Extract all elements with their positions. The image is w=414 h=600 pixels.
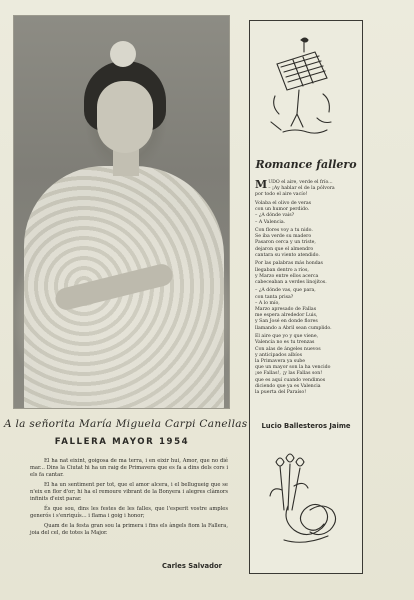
poem-line: cantara su viento atendido.: [255, 252, 320, 258]
poem-line: que un mayor son la ha vencido: [255, 365, 331, 371]
photo-dedication: A la señorita María Miguela Carpi Canellas: [4, 418, 248, 430]
poem-line: dejaron que el almendro: [255, 246, 314, 252]
romance-title: Romance fallero: [255, 158, 357, 171]
poem-right: [255, 180, 357, 398]
poem-line: y Marzo entre ellos acerca: [255, 273, 319, 279]
poem-line: Pasaron cerca y un triste,: [255, 240, 316, 246]
poem-line: que es aquí cuando vendimos: [255, 377, 326, 383]
poem-left-stanza: Quam de la festa gran sou la primera i fins els àngels fiom la Fallera, joia del cel, de totes la Major.: [30, 522, 228, 536]
poem-line: con tanta prisa?: [255, 294, 294, 300]
drop-cap: M: [255, 178, 268, 191]
poem-line: con un humor perdido.: [255, 207, 310, 213]
poem-line: – ¿A dónde vais?: [255, 213, 295, 219]
poem-right-stanza: [255, 288, 357, 331]
poem-line: – ¡Ay hablar el de la pólvora: [268, 186, 335, 192]
hair-comb-shape: [110, 41, 136, 67]
author-right: Lucio Ballesteros Jaime: [261, 422, 351, 430]
poem-line: diciendo que ya es Valencia: [255, 383, 321, 389]
poem-line: Marzo apresado de Fallas: [255, 307, 317, 313]
poem-line: llamando a Abril sean cumplido.: [255, 325, 332, 331]
poem-line: Valencia no es tu trenzas: [255, 340, 315, 346]
fallera-title: FALLERA MAYOR 1954: [54, 437, 190, 447]
poem-right-stanza: [255, 261, 357, 286]
poem-line: la puerta del Paraíso!: [255, 389, 307, 395]
poem-line: Volaba el olivo de veras: [255, 200, 312, 206]
portrait-photo: [13, 15, 230, 409]
author-left: Carles Salvador: [162, 562, 222, 570]
poem-line: – A Valencia.: [255, 219, 286, 225]
poem-right-stanza: [255, 334, 357, 396]
poem-right-stanza: [255, 228, 357, 259]
poem-line: llegaban dentro a ríos,: [255, 267, 309, 273]
poem-left: [30, 458, 228, 539]
poem-line: Con flores voy a tu nido.: [255, 228, 313, 234]
poem-right-stanza: [255, 201, 357, 226]
poem-line: y San José en donde flores: [255, 319, 318, 325]
poem-line: y anticipados albíos: [255, 352, 302, 358]
poem-line: por todo el aire vacío!: [255, 192, 308, 198]
poem-line: – A lo mío,: [255, 300, 280, 306]
poem-line: cabeceaban a verdes linojitos.: [255, 279, 327, 285]
poem-line: la Primavera ya sube: [255, 358, 305, 364]
poem-left-stanza: És que sou, dins les festes de les falles, que l'esperit vostre amples generós i s'enriquís... i flama i goig i honor;: [30, 505, 228, 519]
poem-line: ¡se Fallas!, ¡y las Fallas son!: [255, 371, 323, 377]
poem-line: me espera alrededor Luis,: [255, 313, 318, 319]
poem-left-stanza: El ha un sentiment per tot, que el amor alcera, i el bellugueig que se n'eix en flor d'or; hi ha el remoure vibrant de la Bonyera i alegres clàmors infinits d'eixt parar.: [30, 481, 228, 503]
poem-line: Por las palabras más hondas: [255, 261, 323, 267]
poem-line: Se iba verde su madero: [255, 234, 312, 240]
poem-line: – ¿A dónde vas, que para,: [255, 288, 316, 294]
face-shape: [97, 81, 153, 153]
poem-line: Con alas de ángeles nuevos: [255, 346, 321, 352]
poem-line: El aire que yo y que viene,: [255, 334, 319, 340]
flowers-monogram-icon: [264, 450, 346, 558]
poem-right-stanza: [255, 180, 357, 199]
falla-sketch-icon: [263, 34, 343, 142]
poem-line: UDO el aire, verde el frío...: [268, 180, 333, 185]
poem-left-stanza: El ha nat eixint, goigosa de ma terra, i en eixir hui, Amor, que no dié mar... Dins la Ciutat hi ha un raig de Primavera que es fa a dins dels cors i els fa cantar.: [30, 458, 228, 479]
